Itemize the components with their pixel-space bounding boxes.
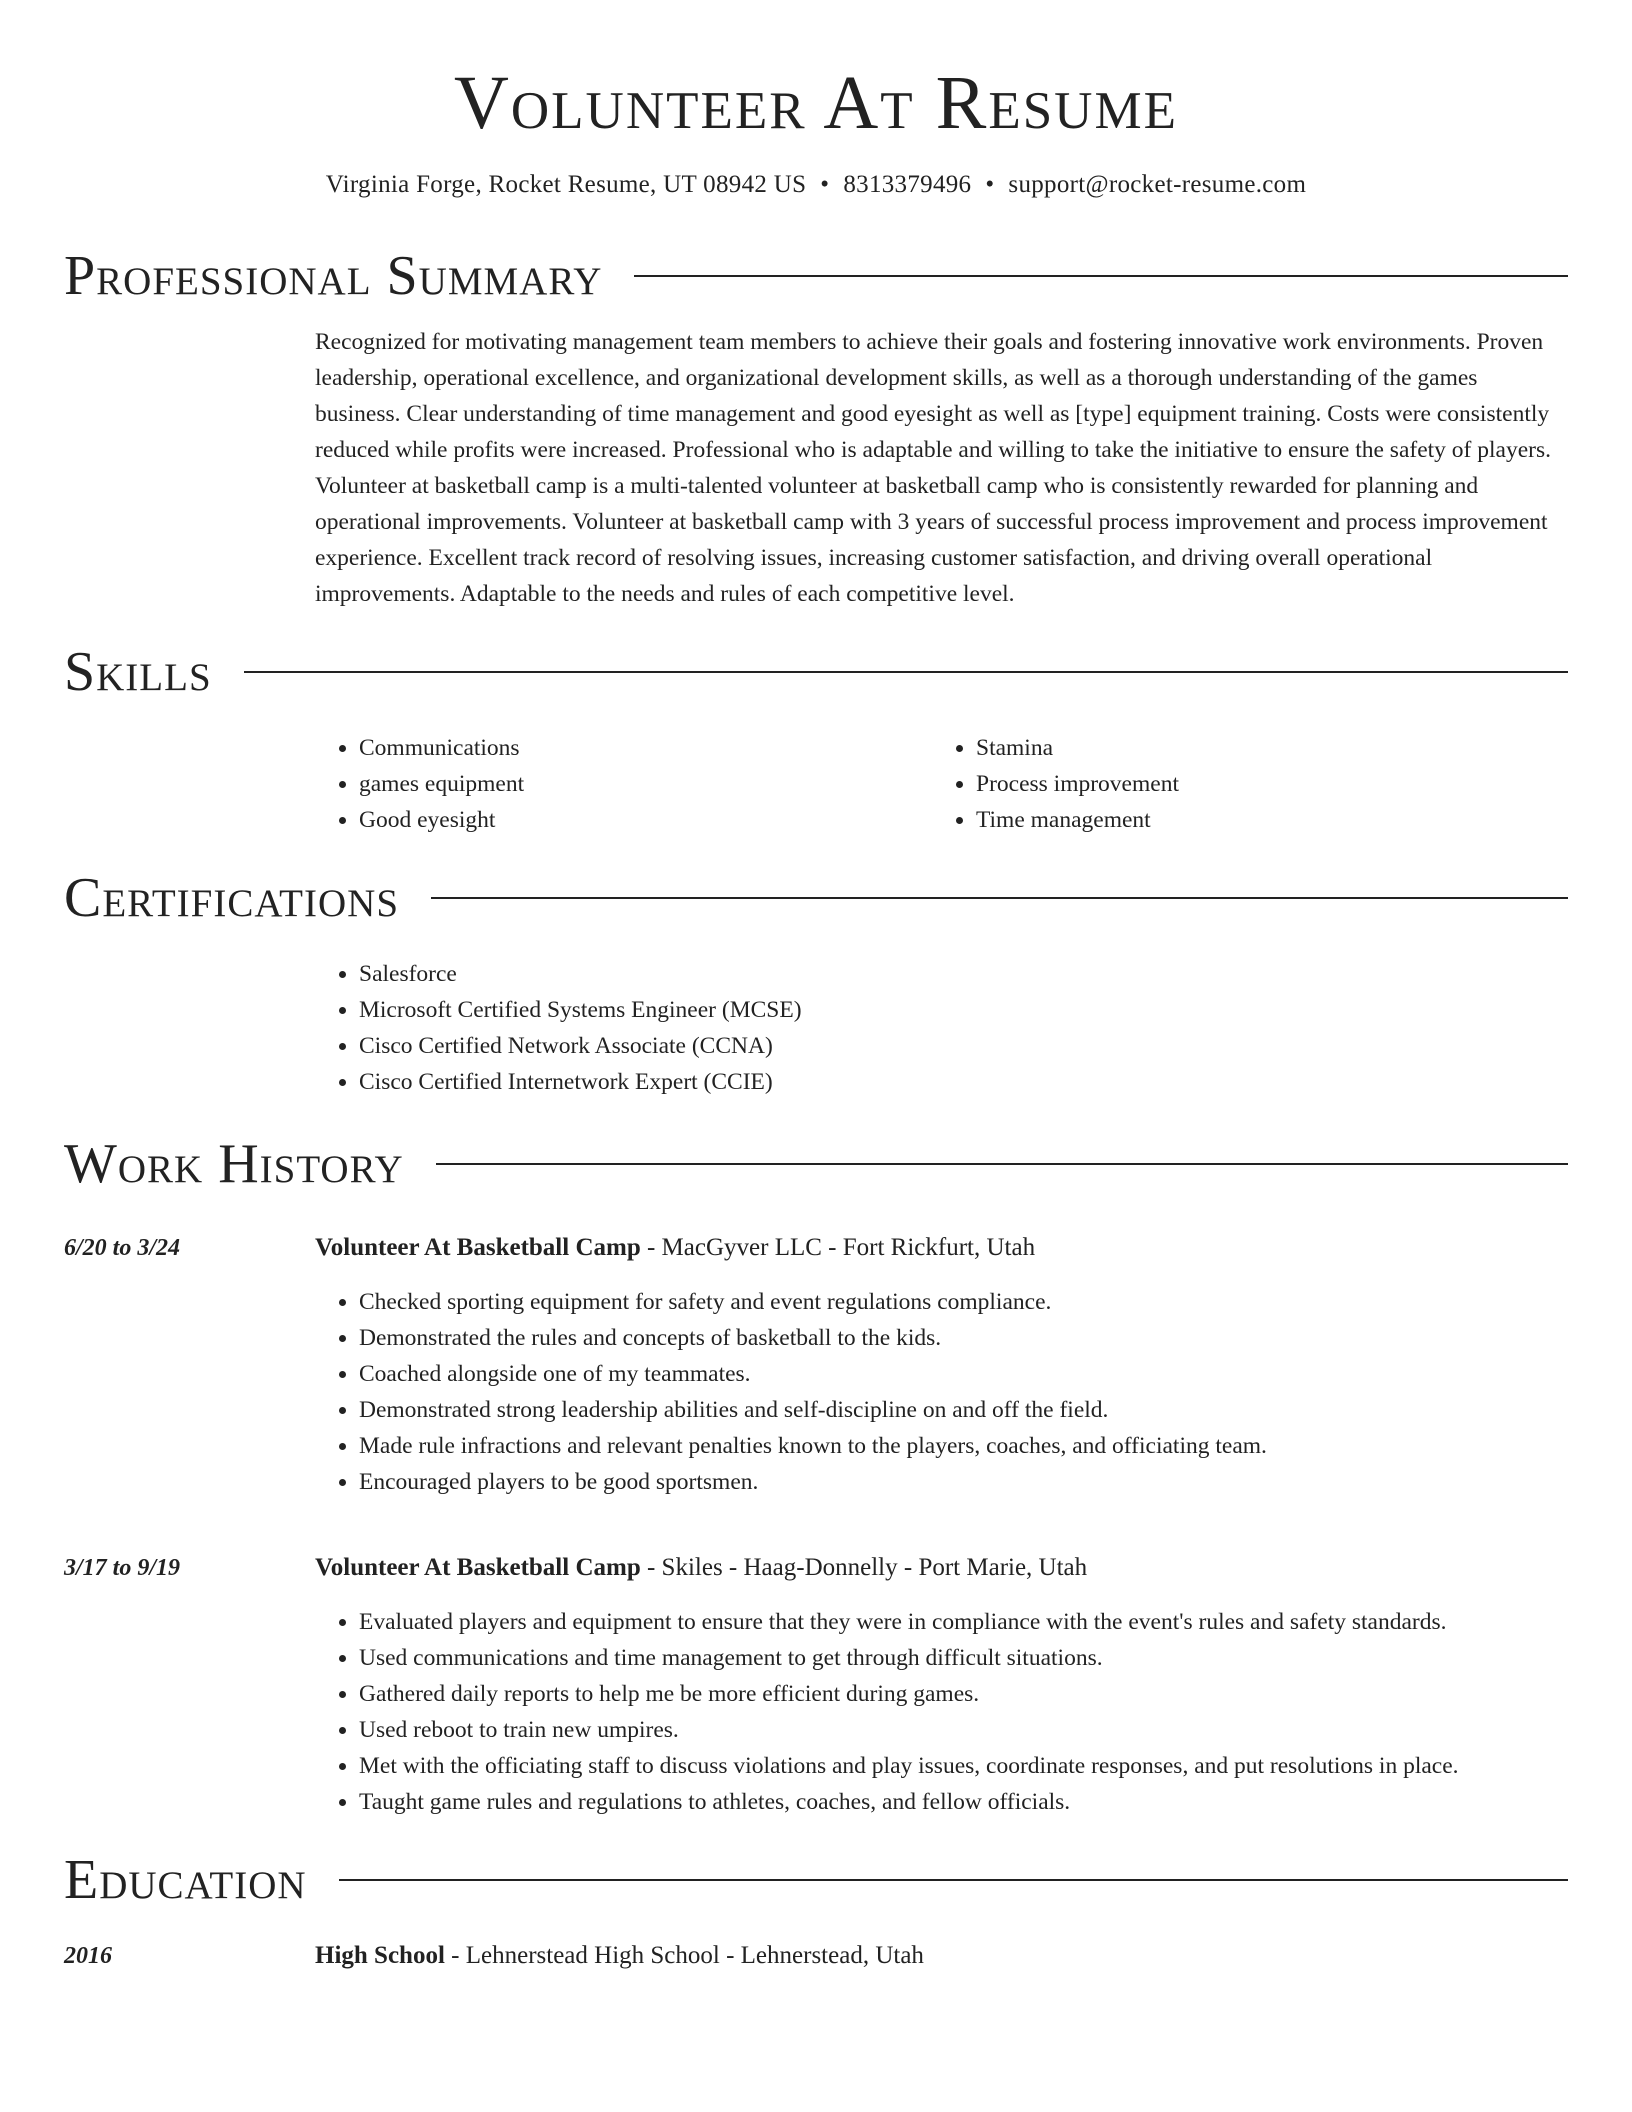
- summary-text: Recognized for motivating management team members to achieve their goals and fostering innovative work environments. Proven leadership, operational excellence, and organizational development skills, as well as a thorough understanding of the games business. Clear understanding of time management and good eyesight as well as [type] equipment training. Costs were consistently reduced while profits were increased. Professional who is adaptable and willing to take the initiative to ensure the safety of players. Volunteer at basketball camp is a multi-talented volunteer at basketball camp who is consistently rewarded for planning and operational improvements. Volunteer at basketball camp with 3 years of successful process improvement and process improvement experience. Excellent track record of resolving issues, increasing customer satisfaction, and driving overall operational improvements. Adaptable to the needs and rules of each competitive level.: [315, 329, 1551, 607]
- contact-email[interactable]: support@rocket-resume.com: [1008, 171, 1307, 198]
- job-bullets: [315, 1284, 1568, 1500]
- summary-heading: Professional Summary: [64, 245, 603, 307]
- certification-item: • Cisco Certified Network Associate (CCNA): [359, 1028, 1568, 1064]
- job-employer: - Skiles - Haag-Donnelly - Port Marie, Utah: [640, 1554, 1088, 1581]
- skills-list: [315, 730, 1568, 838]
- job-dates: 6/20 to 3/24: [64, 1235, 181, 1261]
- job-title-line: [315, 1230, 1568, 1266]
- contact-separator: •: [985, 171, 995, 198]
- job-bullet: • Checked sporting equipment for safety and event regulations compliance.: [359, 1284, 1568, 1320]
- job-entry: [64, 1230, 1568, 1500]
- summary-section-header: [64, 246, 1568, 306]
- job-bullet: • Encouraged players to be good sportsmen.: [359, 1464, 1568, 1500]
- education-entry: [64, 1938, 1568, 1974]
- education-year: 2016: [64, 1943, 112, 1969]
- resume-page: [64, 0, 1568, 1974]
- job-bullet: • Taught game rules and regulations to athletes, coaches, and fellow officials.: [359, 1784, 1568, 1820]
- section-divider: [634, 275, 1568, 277]
- certifications-heading: Certifications: [64, 867, 400, 929]
- job-bullet: • Gathered daily reports to help me be more efficient during games.: [359, 1676, 1568, 1712]
- job-bullet: • Used reboot to train new umpires.: [359, 1712, 1568, 1748]
- job-title-line: [315, 1550, 1568, 1586]
- skill-item: • Communications: [359, 730, 932, 766]
- skills-section-header: [64, 642, 1568, 702]
- skills-column-right: [932, 730, 1549, 838]
- job-bullets: [315, 1604, 1568, 1820]
- skill-item: • Stamina: [976, 730, 1549, 766]
- job-body: [315, 1550, 1568, 1820]
- education-body: [315, 1938, 1568, 1974]
- job-bullet: • Evaluated players and equipment to ensure that they were in compliance with the event's rules and safety standards.: [359, 1604, 1568, 1640]
- education-section-header: [64, 1850, 1568, 1910]
- job-employer: - MacGyver LLC - Fort Rickfurt, Utah: [640, 1234, 1036, 1261]
- job-bullet: • Coached alongside one of my teammates.: [359, 1356, 1568, 1392]
- contact-line: [64, 170, 1568, 200]
- certification-item: • Salesforce: [359, 956, 1568, 992]
- certifications-list: [315, 956, 1568, 1100]
- job-title: Volunteer At Basketball Camp: [315, 1554, 641, 1581]
- resume-name: Volunteer At Resume: [454, 61, 1178, 145]
- skill-item: • Time management: [976, 802, 1549, 838]
- section-divider: [436, 1163, 1568, 1165]
- work-history-heading: Work History: [64, 1133, 404, 1195]
- skills-heading: Skills: [64, 641, 212, 703]
- certification-item: • Cisco Certified Internetwork Expert (CCIE): [359, 1064, 1568, 1100]
- work-history-section-header: [64, 1134, 1568, 1194]
- job-body: [315, 1230, 1568, 1500]
- skill-item: • Good eyesight: [359, 802, 932, 838]
- job-bullet: • Demonstrated the rules and concepts of basketball to the kids.: [359, 1320, 1568, 1356]
- education-degree: High School: [315, 1942, 445, 1969]
- job-bullet: • Used communications and time management to get through difficult situations.: [359, 1640, 1568, 1676]
- contact-phone: 8313379496: [843, 171, 972, 198]
- education-heading: Education: [64, 1849, 307, 1911]
- contact-address: Virginia Forge, Rocket Resume, UT 08942 US: [325, 171, 807, 198]
- section-divider: [339, 1879, 1568, 1881]
- education-title-line: [315, 1938, 1568, 1974]
- skill-item: • games equipment: [359, 766, 932, 802]
- job-bullet: • Met with the officiating staff to discuss violations and play issues, coordinate responses, and put resolutions in place.: [359, 1748, 1568, 1784]
- section-divider: [244, 671, 1568, 673]
- education-school: - Lehnerstead High School - Lehnerstead, Utah: [444, 1942, 924, 1969]
- skill-item: • Process improvement: [976, 766, 1549, 802]
- job-bullet: • Demonstrated strong leadership abilities and self-discipline on and off the field.: [359, 1392, 1568, 1428]
- job-bullet: • Made rule infractions and relevant penalties known to the players, coaches, and officiating team.: [359, 1428, 1568, 1464]
- section-divider: [431, 897, 1568, 899]
- certifications-section-header: [64, 868, 1568, 928]
- job-entry: [64, 1550, 1568, 1820]
- certification-item: • Microsoft Certified Systems Engineer (MCSE): [359, 992, 1568, 1028]
- contact-separator: •: [820, 171, 830, 198]
- skills-column-left: [315, 730, 932, 838]
- job-title: Volunteer At Basketball Camp: [315, 1234, 641, 1261]
- job-dates: 3/17 to 9/19: [64, 1555, 181, 1581]
